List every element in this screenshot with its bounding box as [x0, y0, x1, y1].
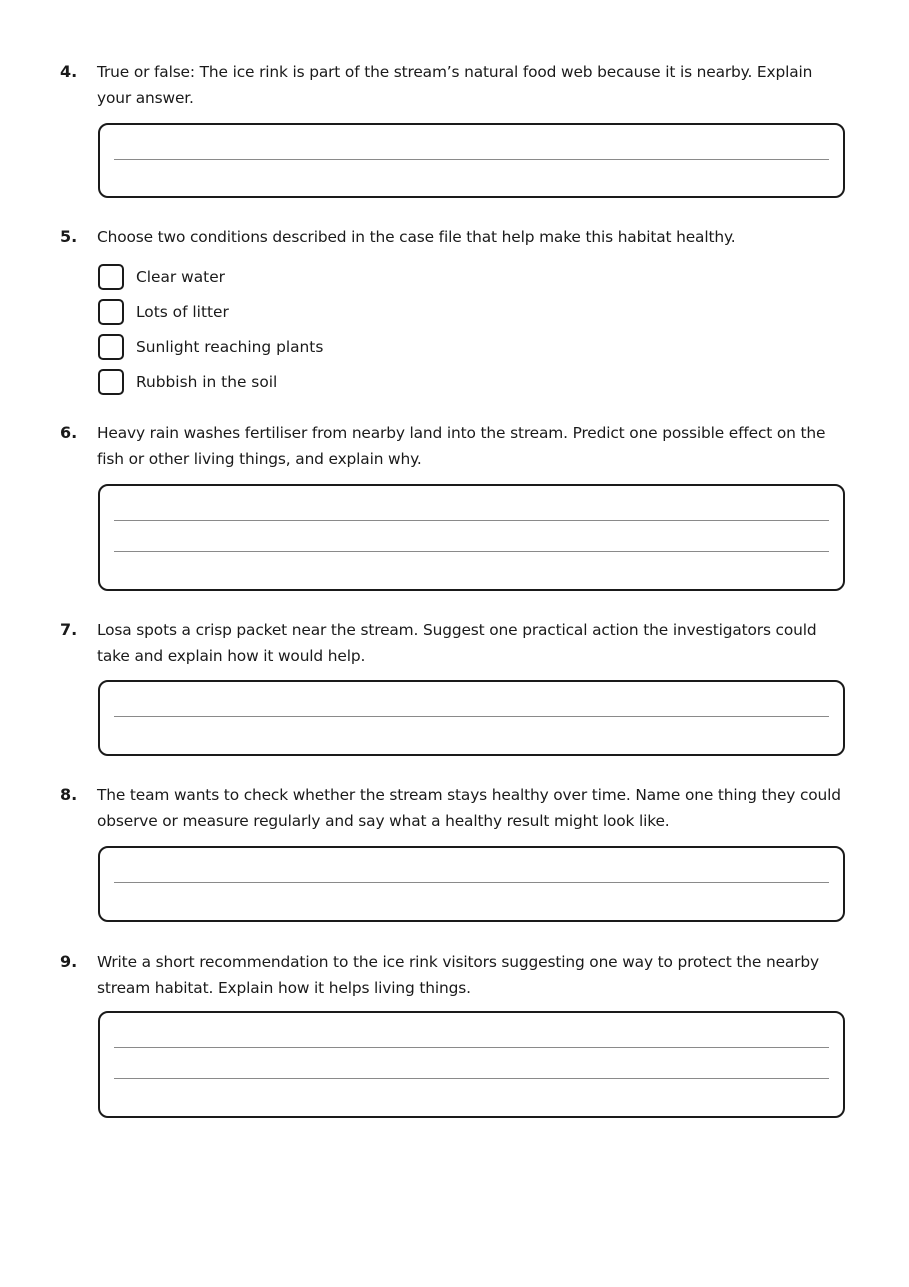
- question-number: 5.: [60, 227, 78, 246]
- option-label: Clear water: [136, 268, 225, 286]
- question-text: The team wants to check whether the stream stays healthy over time. Name one thing they could observe or measure regularly and say what a healthy result might look like.: [97, 786, 841, 830]
- question-text: Losa spots a crisp packet near the stream. Suggest one practical action the investigators could take and explain how it would help.: [97, 621, 817, 665]
- answer-line: [114, 1078, 829, 1079]
- answer-box-7[interactable]: [98, 680, 845, 756]
- question-number: 7.: [60, 620, 78, 639]
- answer-line: [114, 1047, 829, 1048]
- answer-line: [114, 882, 829, 883]
- answer-box-9[interactable]: [98, 1011, 845, 1118]
- answer-line: [114, 159, 829, 160]
- question-text: Heavy rain washes fertiliser from nearby land into the stream. Predict one possible effect on the fish or other living things, and explain why.: [97, 424, 826, 468]
- answer-line: [114, 551, 829, 552]
- question-number: 9.: [60, 952, 78, 971]
- checkbox[interactable]: [98, 334, 124, 360]
- question-number: 4.: [60, 62, 78, 81]
- answer-box-4[interactable]: [98, 123, 845, 198]
- checkbox[interactable]: [98, 264, 124, 290]
- question-text: True or false: The ice rink is part of the stream’s natural food web because it is nearby. Explain your answer.: [97, 63, 813, 107]
- answer-line: [114, 520, 829, 521]
- answer-box-8[interactable]: [98, 846, 845, 922]
- answer-box-6[interactable]: [98, 484, 845, 591]
- option-label: Rubbish in the soil: [136, 373, 278, 391]
- option-label: Lots of litter: [136, 303, 229, 321]
- answer-line: [114, 716, 829, 717]
- question-text: Write a short recommendation to the ice rink visitors suggesting one way to protect the nearby stream habitat. Explain how it helps living things.: [97, 953, 819, 997]
- checkbox[interactable]: [98, 369, 124, 395]
- question-number: 8.: [60, 785, 78, 804]
- checkbox[interactable]: [98, 299, 124, 325]
- option-label: Sunlight reaching plants: [136, 338, 324, 356]
- question-text: Choose two conditions described in the case file that help make this habitat healthy.: [97, 228, 736, 246]
- question-number: 6.: [60, 423, 78, 442]
